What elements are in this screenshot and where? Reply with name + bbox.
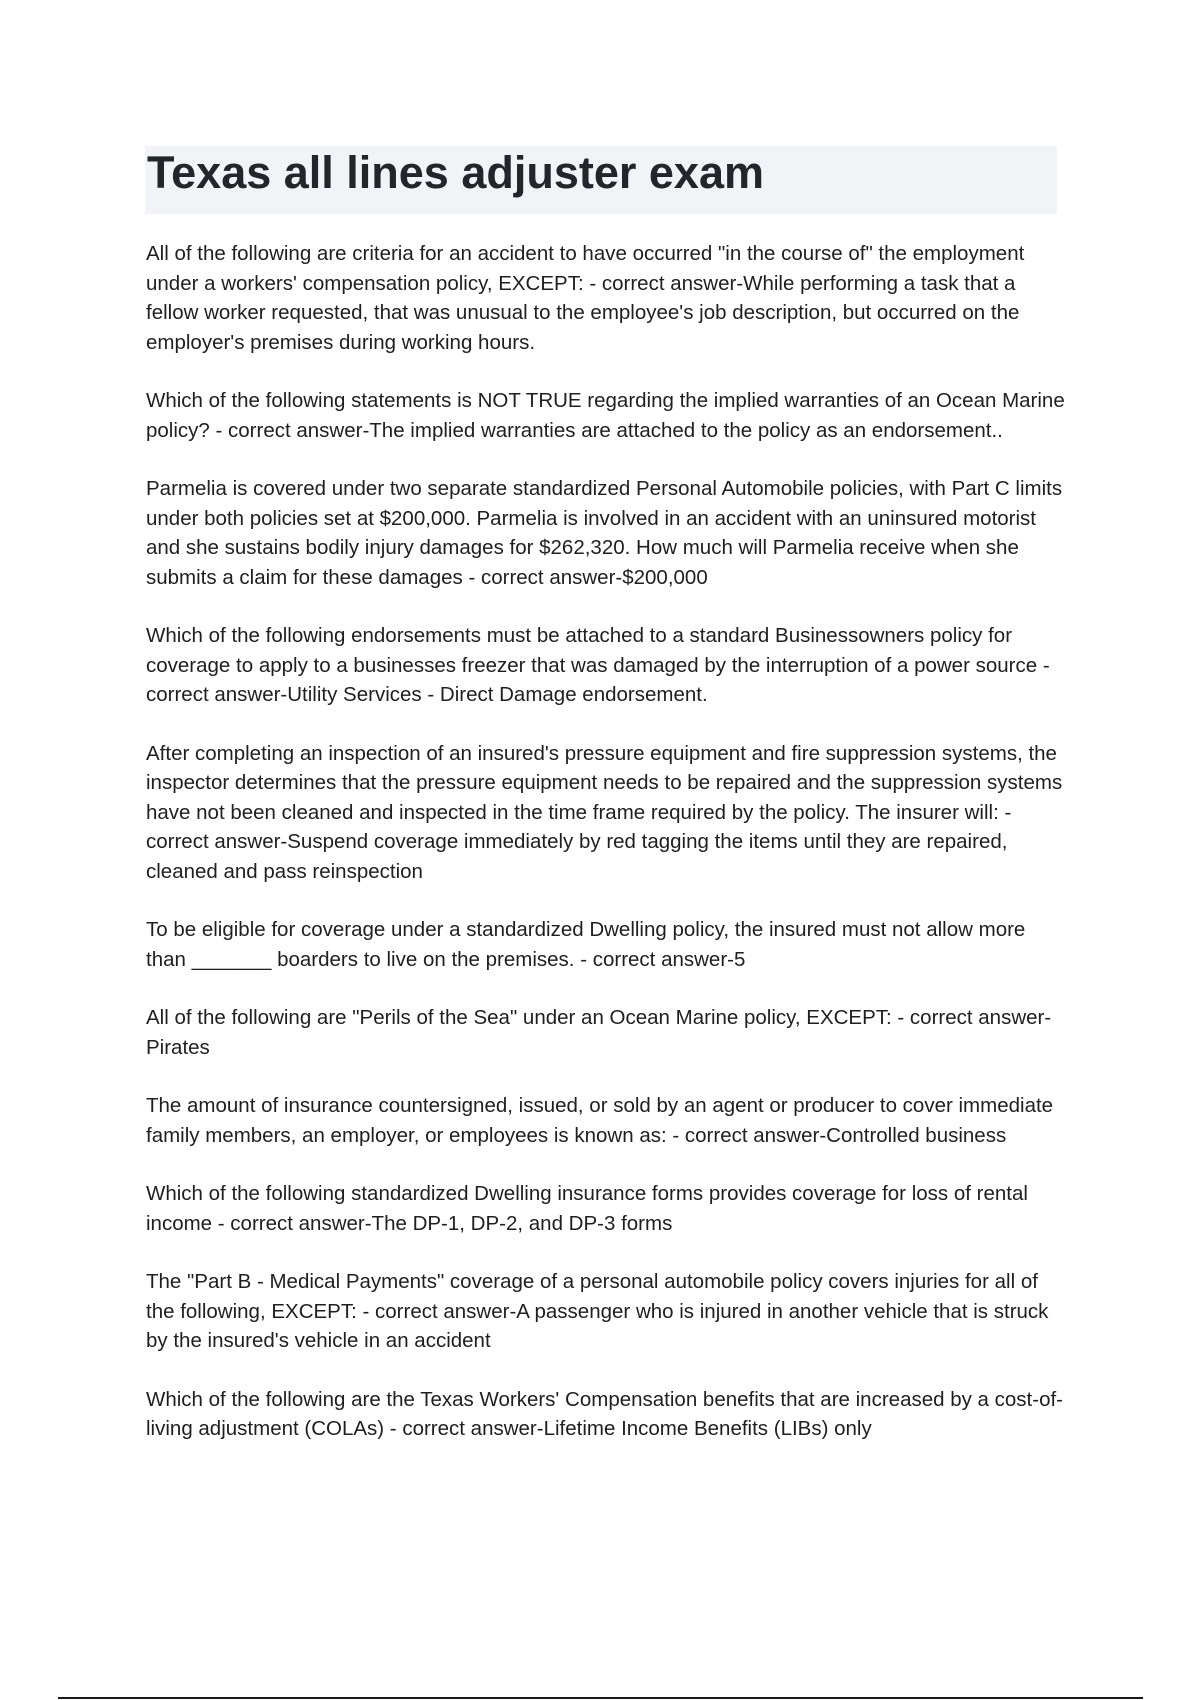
qa-item: Which of the following standardized Dwelling insurance forms provides coverage for loss of rental income - correct answer-The DP-1, DP-2, and DP-3 forms — [146, 1182, 1028, 1235]
qa-item: Which of the following endorsements must be attached to a standard Businessowners policy for coverage to apply to a businesses freezer that was damaged by the interruption of a power source - correct answer-Utility Services - Direct Damage endorsement. — [146, 624, 1050, 706]
document-title: Texas all lines adjuster exam — [147, 147, 764, 198]
footer-divider — [58, 1697, 1143, 1699]
qa-item: To be eligible for coverage under a standardized Dwelling policy, the insured must not allow more than _______ boarders to live on the premises. - correct answer-5 — [146, 918, 1026, 971]
qa-item: Which of the following are the Texas Workers' Compensation benefits that are increased by a cost-of-living adjustment (COLAs) - correct answer-Lifetime Income Benefits (LIBs) only — [146, 1387, 1064, 1440]
qa-item: The amount of insurance countersigned, issued, or sold by an agent or producer to cover immediate family members, an employer, or employees is known as: - correct answer-Controlled business — [146, 1094, 1054, 1147]
qa-item: All of the following are criteria for an accident to have occurred "in the course of" the employment under a workers' compensation policy, EXCEPT: - correct answer-While performing a task that a fellow worker requested, that was unusual to the employee's job description, but occurred on the employer's premises during working hours. — [146, 242, 1025, 354]
qa-item: After completing an inspection of an insured's pressure equipment and fire suppression systems, the inspector determines that the pressure equipment needs to be repaired and the suppression systems have not been cleaned and inspected in the time frame required by the policy. The insurer will: - correct answer-Suspend coverage immediately by red tagging the items until they are repaired, cleaned and pass reinspection — [146, 741, 1063, 883]
qa-item: All of the following are "Perils of the Sea" under an Ocean Marine policy, EXCEPT: - correct answer-Pirates — [146, 1006, 1052, 1059]
qa-item: Parmelia is covered under two separate standardized Personal Automobile policies, with Part C limits under both policies set at $200,000. Parmelia is involved in an accident with an uninsured motorist and she sustains bodily injury damages for $262,320. How much will Parmelia receive when she submits a claim for these damages - correct answer-$200,000 — [146, 477, 1063, 589]
qa-item: The "Part B - Medical Payments" coverage of a personal automobile policy covers injuries for all of the following, EXCEPT: - correct answer-A passenger who is injured in another vehicle that is struck by the insured's vehicle in an accident — [146, 1270, 1049, 1352]
question-answer-list — [146, 239, 1066, 1473]
qa-item: Which of the following statements is NOT TRUE regarding the implied warranties of an Ocean Marine policy? - correct answer-The implied warranties are attached to the policy as an endorsement.. — [146, 389, 1065, 442]
